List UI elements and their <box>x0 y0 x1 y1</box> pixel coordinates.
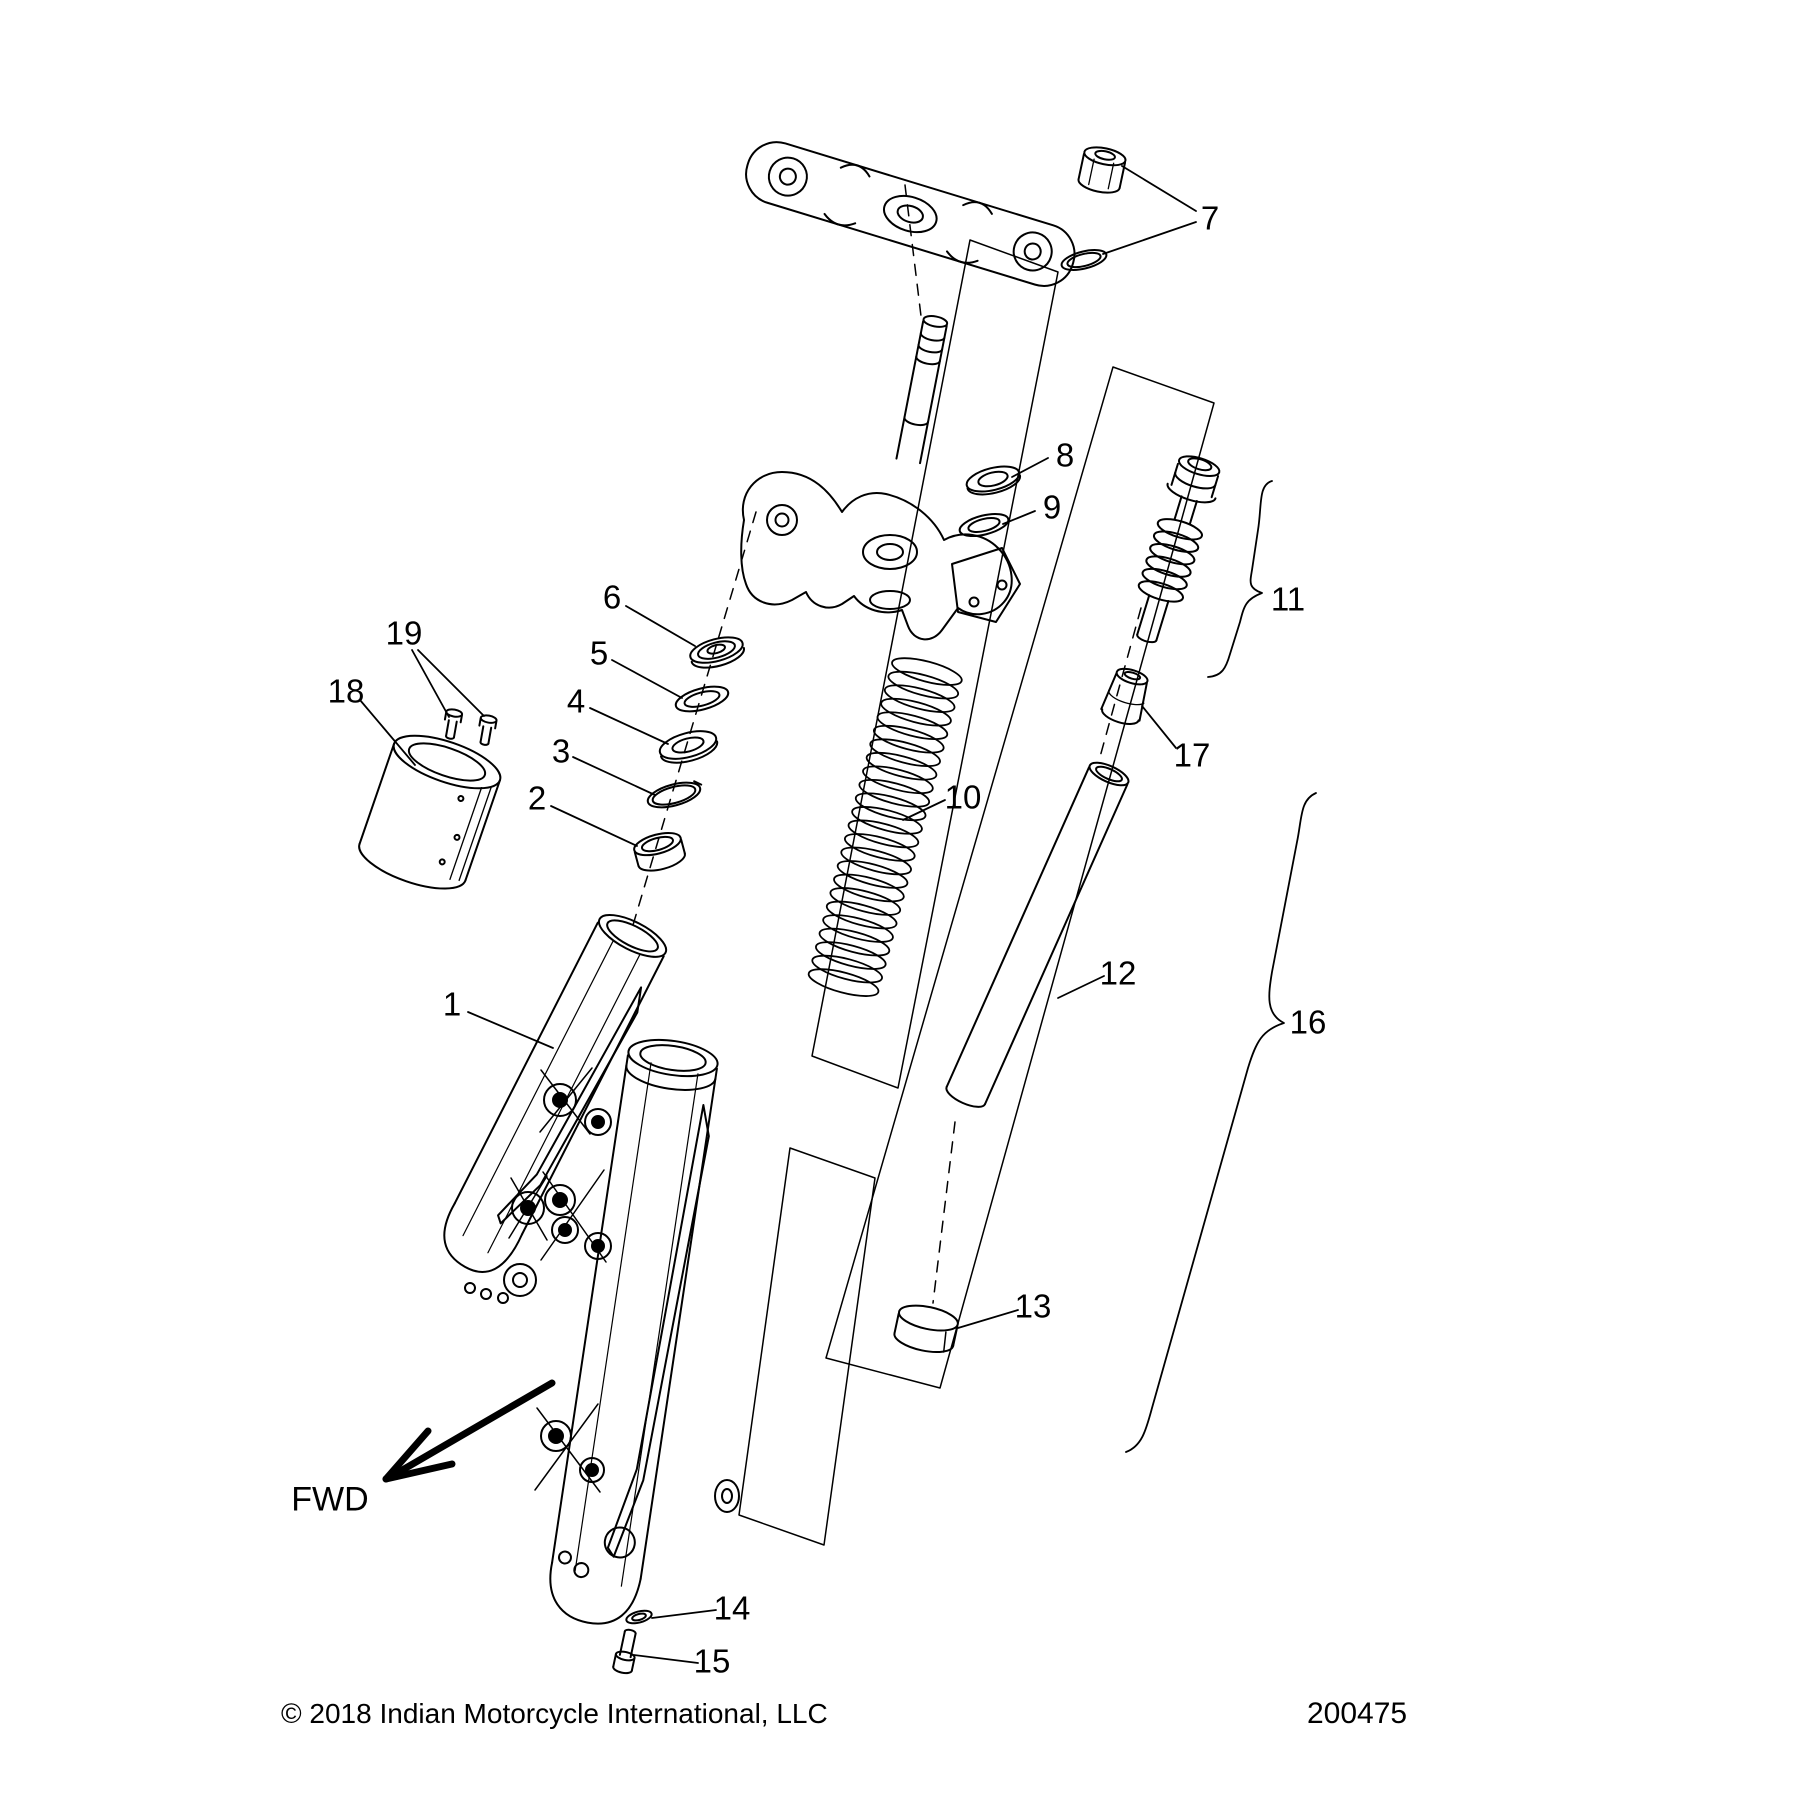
damper-rod-drawing <box>1122 451 1226 648</box>
oil-seal-drawing <box>657 726 720 768</box>
flat-washer-drawing <box>957 510 1010 541</box>
callout-11: 11 <box>1270 580 1306 618</box>
callout-7: 7 <box>1200 199 1220 237</box>
fork-spring-drawing <box>806 653 964 1002</box>
construction-box-right-slider <box>739 1148 875 1545</box>
callout-10: 10 <box>944 778 982 816</box>
callout-12: 12 <box>1099 954 1137 992</box>
steering-stem-washer-drawing <box>1060 246 1109 274</box>
fwd-arrow-icon <box>386 1383 552 1479</box>
callout-8: 8 <box>1055 436 1075 474</box>
dust-cap-drawing <box>688 632 747 672</box>
steering-stem-nut-drawing <box>1077 144 1127 196</box>
construction-box-damper-tube <box>826 367 1214 1388</box>
slide-bushing-drawing <box>892 1301 960 1357</box>
callout-18: 18 <box>327 672 365 710</box>
callout-13: 13 <box>1014 1287 1052 1325</box>
bracket-brace-16 <box>1126 793 1316 1452</box>
callout-5: 5 <box>589 634 609 672</box>
callout-15: 15 <box>693 1642 731 1680</box>
callout-14: 14 <box>713 1589 751 1627</box>
callout-1: 1 <box>442 985 462 1023</box>
callout-6: 6 <box>602 578 622 616</box>
copyright-text: © 2018 Indian Motorcycle International, LLC <box>281 1698 828 1729</box>
upper-triple-clamp-drawing <box>739 135 1082 294</box>
bushing-2-drawing <box>632 829 687 875</box>
callout-leader-lines <box>360 166 1196 1663</box>
callout-4: 4 <box>566 682 586 720</box>
callout-3: 3 <box>551 732 571 770</box>
crush-washer-drawing <box>625 1608 653 1625</box>
callout-2: 2 <box>527 779 547 817</box>
washer-5-drawing <box>673 682 731 716</box>
fork-cover-drawing <box>353 725 506 900</box>
callout-19: 19 <box>385 614 423 652</box>
diagram-part-number: 200475 <box>1307 1697 1408 1730</box>
fwd-label: FWD <box>291 1480 369 1519</box>
drain-bolt-drawing <box>612 1628 640 1674</box>
bracket-brace-11 <box>1208 481 1272 677</box>
callout-17: 17 <box>1173 736 1211 774</box>
callout-16: 16 <box>1289 1003 1327 1041</box>
callout-9: 9 <box>1042 488 1062 526</box>
lower-triple-clamp-drawing <box>741 314 1020 639</box>
cover-screws-drawing <box>442 708 497 746</box>
